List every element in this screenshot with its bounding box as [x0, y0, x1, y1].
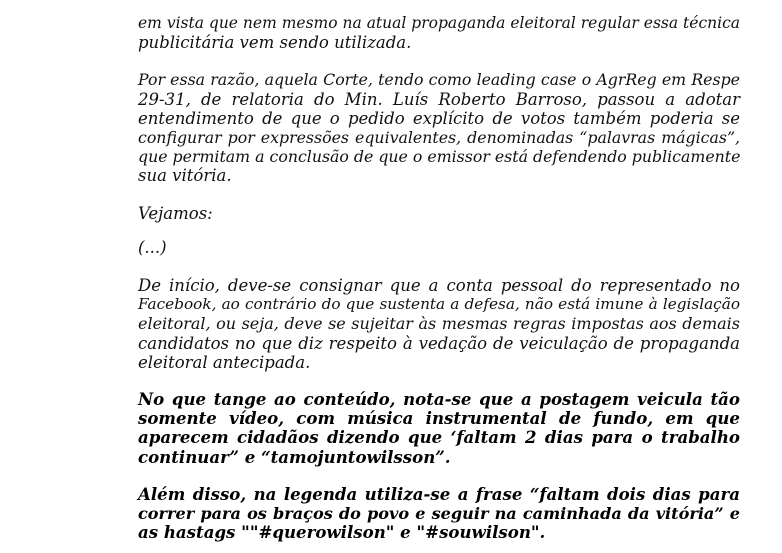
text-line: (...) — [138, 237, 167, 257]
text-line: eleitoral antecipada. — [138, 352, 311, 372]
paragraph-2 — [138, 70, 740, 185]
text-line: No que tange ao conteúdo, nota-se que a postagem veicula tão — [138, 389, 740, 410]
text-line: 29-31, de relatoria do Min. Luís Roberto Barroso, passou a adotar — [138, 89, 740, 109]
paragraph-5 — [138, 276, 740, 372]
text-line: entendimento de que o pedido explícito de votos também poderia se — [138, 108, 740, 128]
text-line: em vista que nem mesmo na atual propaganda eleitoral regular essa técnica — [138, 14, 740, 32]
paragraph-1 — [138, 14, 740, 52]
text-line: configurar por expressões equivalentes, denominadas “palavras mágicas”, — [138, 128, 740, 148]
text-line: correr para os braços do povo e seguir na caminhada da vitória” e — [138, 504, 740, 524]
text-line: Facebook, ao contrário do que sustenta a defesa, não está imune à legislação — [138, 295, 740, 314]
text-line: que permitam a conclusão de que o emissor está defendendo publicamente — [138, 147, 741, 167]
text-line: continuar” e “tamojuntowilsson”. — [138, 446, 451, 467]
text-line: candidatos no que diz respeito à vedação de veiculação de propaganda — [138, 333, 740, 353]
text-line: somente vídeo, com música instrumental de fundo, em que — [138, 408, 740, 429]
paragraph-3 — [138, 204, 740, 223]
text-line: publicitária vem sendo utilizada. — [138, 33, 412, 53]
text-line: aparecem cidadãos dizendo que ‘faltam 2 dias para o trabalho — [138, 427, 740, 448]
text-line: Vejamos: — [138, 203, 213, 223]
text-line: Além disso, na legenda utiliza-se a frase “faltam dois dias para — [138, 483, 740, 504]
paragraph-6 — [138, 390, 740, 467]
text-line: sua vitória. — [138, 166, 232, 186]
paragraph-7 — [138, 485, 740, 543]
text-line: De início, deve-se consignar que a conta pessoal do representado no — [138, 276, 740, 296]
paragraph-4 — [138, 238, 740, 257]
document-page — [138, 0, 740, 542]
text-line: eleitoral, ou seja, deve se sujeitar às mesmas regras impostas aos demais — [138, 314, 740, 334]
text-line: Por essa razão, aquela Corte, tendo como leading case o AgrReg em Respe — [138, 70, 740, 90]
text-line: as hastags ""#querowilson" e "#souwilson". — [138, 522, 546, 543]
